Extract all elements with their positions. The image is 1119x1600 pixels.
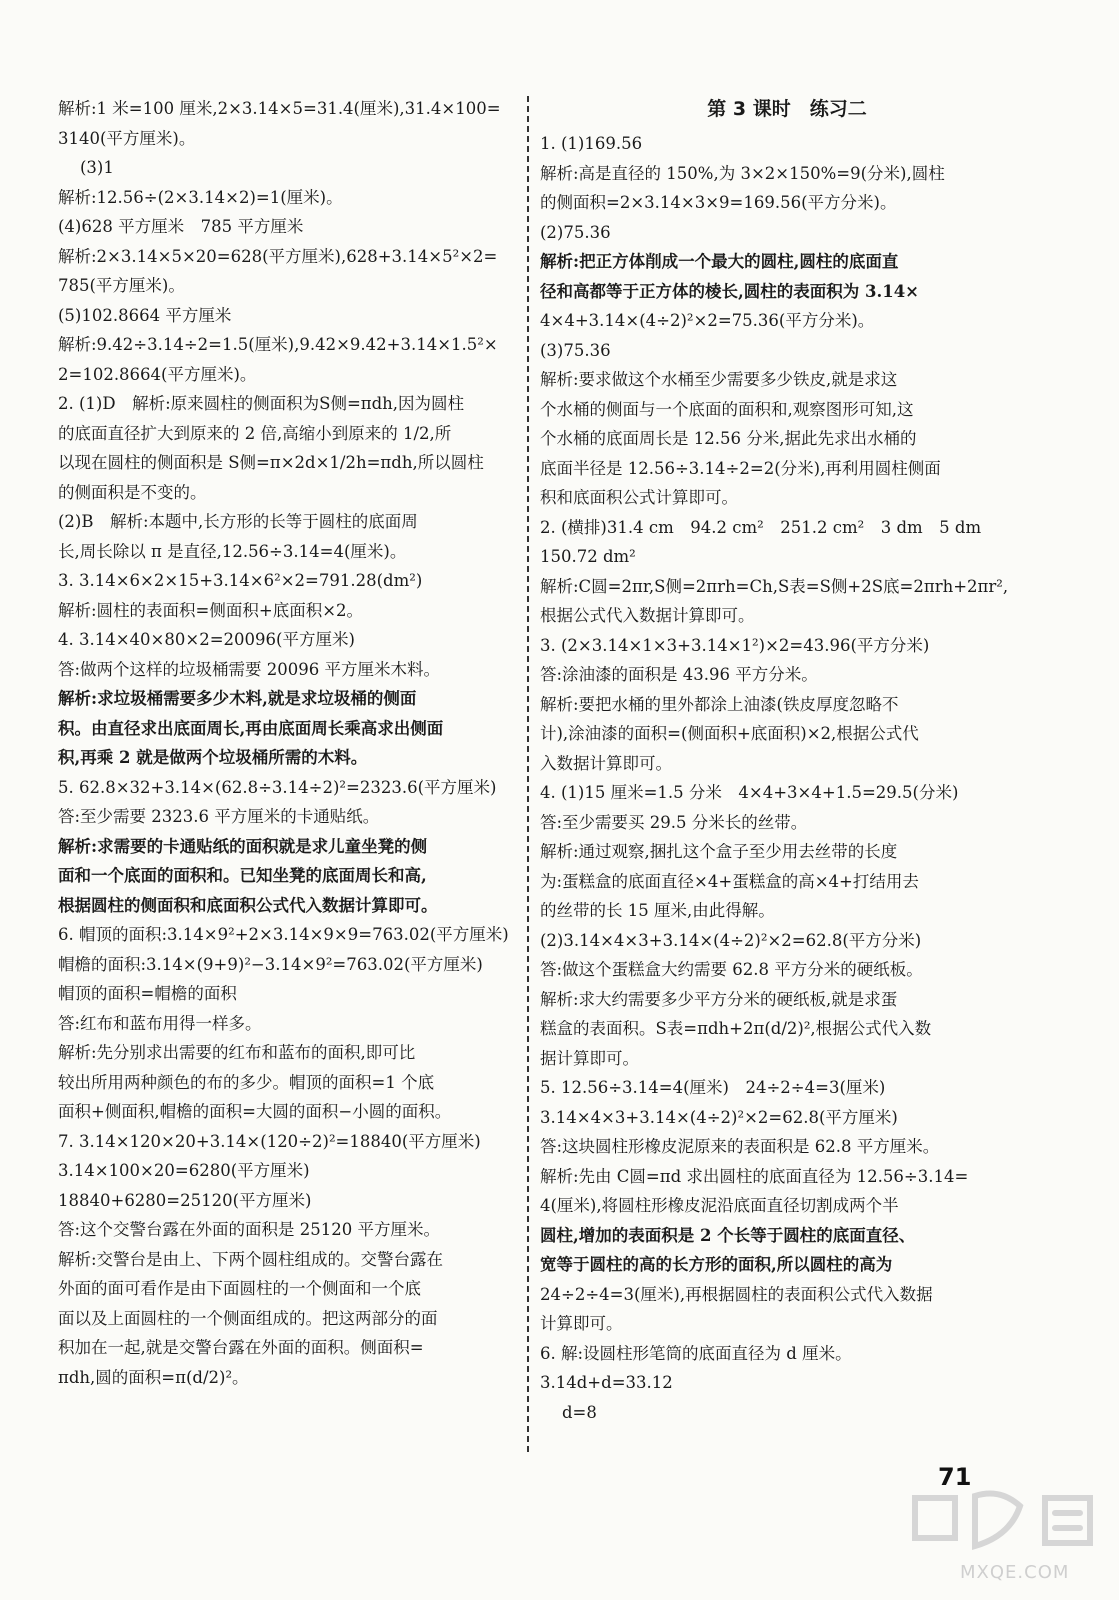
text-line: 3.14d+d=33.12: [540, 1373, 673, 1392]
text-line: 解析:1 米=100 厘米,2×3.14×5=31.4(厘米),31.4×100=: [58, 99, 501, 118]
text-line: 据计算即可。: [540, 1048, 639, 1068]
text-line: 较出所用两种颜色的布的多少。帽顶的面积=1 个底: [58, 1072, 435, 1092]
text-line: 根据公式代入数据计算即可。: [540, 606, 755, 625]
text-line: (3)1: [80, 158, 114, 177]
text-line: 的底面直径扩大到原来的 2 倍,高缩小到原来的 1/2,所: [58, 423, 452, 443]
text-line: 解析:2×3.14×5×20=628(平方厘米),628+3.14×5²×2=: [58, 246, 498, 266]
text-line: 解析:先由 C圆=πd 求出圆柱的底面直径为 12.56÷3.14=: [540, 1166, 969, 1186]
text-line: 解析:要求做这个水桶至少需要多少铁皮,就是求这: [540, 370, 898, 389]
text-line: 帽檐的面积:3.14×(9+9)²−3.14×9²=763.02(平方厘米): [58, 954, 483, 974]
text-line: 面以及上面圆柱的一个侧面组成的。把这两部分的面: [58, 1308, 438, 1328]
page-number: 71: [938, 1463, 972, 1491]
text-line: 6. 解:设圆柱形笔筒的底面直径为 d 厘米。: [540, 1343, 852, 1363]
text-line: 解析:C圆=2πr,S侧=2πrh=Ch,S表=S侧+2S底=2πrh+2πr²,: [540, 576, 1009, 596]
text-line: 1. (1)169.56: [540, 134, 643, 153]
text-line: 24÷2÷4=3(厘米),再根据圆柱的表面积公式代入数据: [540, 1284, 933, 1304]
text-line: 答:做两个这样的垃圾桶需要 20096 平方厘米木料。: [58, 659, 441, 679]
text-line: 4. (1)15 厘米=1.5 分米 4×4+3×4+1.5=29.5(分米): [540, 783, 959, 802]
text-line: 底面半径是 12.56÷3.14÷2=2(分米),再利用圆柱侧面: [540, 458, 941, 478]
text-line: 面和一个底面的面积和。已知坐凳的底面周长和高,: [58, 866, 427, 885]
text-line: 积和底面积公式计算即可。: [540, 488, 738, 507]
text-line: 答:这块圆柱形橡皮泥原来的表面积是 62.8 平方厘米。: [540, 1137, 940, 1156]
text-line: πdh,圆的面积=π(d/2)²。: [58, 1367, 249, 1387]
column-divider: [527, 96, 529, 1452]
text-line: (2)75.36: [540, 222, 611, 242]
text-line: 解析:9.42÷3.14÷2=1.5(厘米),9.42×9.42+3.14×1.5²×: [58, 335, 498, 354]
text-line: 3.14×4×3+3.14×(4÷2)²×2=62.8(平方厘米): [540, 1107, 898, 1127]
text-line: d=8: [562, 1402, 597, 1422]
text-line: 5. 12.56÷3.14=4(厘米) 24÷2÷4=3(厘米): [540, 1078, 886, 1097]
text-line: 外面的面可看作是由下面圆柱的一个侧面和一个底: [58, 1279, 421, 1298]
text-line: 根据圆柱的侧面积和底面积公式代入数据计算即可。: [58, 895, 438, 915]
text-line: (5)102.8664 平方厘米: [58, 305, 232, 325]
text-line: 解析:求垃圾桶需要多少木料,就是求垃圾桶的侧面: [58, 689, 417, 708]
text-line: (2)3.14×4×3+3.14×(4÷2)²×2=62.8(平方分米): [540, 930, 922, 950]
text-line: 4×4+3.14×(4÷2)²×2=75.36(平方分米)。: [540, 311, 875, 330]
text-line: 解析:高是直径的 150%,为 3×2×150%=9(分米),圆柱: [540, 163, 945, 183]
text-line: 解析:圆柱的表面积=侧面积+底面积×2。: [58, 600, 364, 620]
text-line: 解析:先分别求出需要的红布和蓝布的面积,即可比: [58, 1043, 416, 1062]
text-line: 个水桶的底面周长是 12.56 分米,据此先求出水桶的: [540, 429, 917, 448]
text-line: 答:至少需要买 29.5 分米长的丝带。: [540, 812, 808, 832]
text-line: 面积+侧面积,帽檐的面积=大圆的面积−小圆的面积。: [58, 1102, 452, 1121]
text-line: (3)75.36: [540, 340, 611, 360]
text-line: 圆柱,增加的表面积是 2 个长等于圆柱的底面直径、: [540, 1225, 916, 1245]
text-line: 的侧面积=2×3.14×3×9=169.56(平方分米)。: [540, 193, 897, 212]
text-line: 答:至少需要 2323.6 平方厘米的卡通贴纸。: [58, 807, 380, 826]
text-line: 长,周长除以 π 是直径,12.56÷3.14=4(厘米)。: [58, 541, 407, 561]
text-line: 2. (1)D 解析:原来圆柱的侧面积为S侧=πdh,因为圆柱: [58, 394, 465, 413]
text-line: 解析:通过观察,捆扎这个盒子至少用去丝带的长度: [540, 842, 898, 861]
lesson-title: 第 3 课时 练习二: [707, 98, 867, 120]
text-line: 解析:求需要的卡通贴纸的面积就是求儿童坐凳的侧: [58, 836, 428, 856]
text-line: 帽顶的面积=帽檐的面积: [58, 984, 237, 1003]
text-line: (4)628 平方厘米 785 平方厘米: [58, 217, 304, 236]
text-line: 个水桶的侧面与一个底面的面积和,观察图形可知,这: [540, 399, 914, 419]
watermark-text: MXQE.COM: [960, 1562, 1070, 1583]
text-line: 的丝带的长 15 厘米,由此得解。: [540, 901, 775, 920]
text-line: 4. 3.14×40×80×2=20096(平方厘米): [58, 630, 355, 649]
text-line: 150.72 dm²: [540, 547, 636, 566]
text-line: 6. 帽顶的面积:3.14×9²+2×3.14×9×9=763.02(平方厘米): [58, 925, 509, 944]
text-line: 解析:把正方体削成一个最大的圆柱,圆柱的底面直: [540, 252, 899, 271]
text-line: 解析:求大约需要多少平方分米的硬纸板,就是求蛋: [540, 989, 898, 1009]
text-line: 3.14×100×20=6280(平方厘米): [58, 1161, 310, 1180]
text-line: 的侧面积是不变的。: [58, 482, 207, 502]
text-line: 解析:交警台是由上、下两个圆柱组成的。交警台露在: [58, 1249, 444, 1269]
text-line: 计),涂油漆的面积=(侧面积+底面积)×2,根据公式代: [540, 724, 919, 743]
text-line: 2. (横排)31.4 cm 94.2 cm² 251.2 cm² 3 dm 5 dm: [540, 517, 982, 537]
text-line: 答:这个交警台露在外面的面积是 25120 平方厘米。: [58, 1220, 441, 1239]
text-line: 18840+6280=25120(平方厘米): [58, 1190, 312, 1210]
text-line: 积。由直径求出底面周长,再由底面周长乘高求出侧面: [58, 718, 444, 738]
text-line: 2=102.8664(平方厘米)。: [58, 364, 257, 384]
text-line: 答:做这个蛋糕盒大约需要 62.8 平方分米的硬纸板。: [540, 960, 923, 979]
text-line: 为:蛋糕盒的底面直径×4+蛋糕盒的高×4+打结用去: [540, 871, 919, 891]
text-line: 糕盒的表面积。S表=πdh+2π(d/2)²,根据公式代入数: [540, 1019, 932, 1038]
text-line: 7. 3.14×120×20+3.14×(120÷2)²=18840(平方厘米): [58, 1131, 481, 1151]
text-line: 3. 3.14×6×2×15+3.14×6²×2=791.28(dm²): [58, 571, 423, 590]
text-line: 4(厘米),将圆柱形橡皮泥沿底面直径切割成两个半: [540, 1196, 899, 1215]
text-line: 解析:12.56÷(2×3.14×2)=1(厘米)。: [58, 187, 343, 207]
text-line: (2)B 解析:本题中,长方形的长等于圆柱的底面周: [58, 512, 418, 531]
text-line: 答:红布和蓝布用得一样多。: [58, 1013, 262, 1033]
text-line: 以现在圆柱的侧面积是 S侧=π×2d×1/2h=πdh,所以圆柱: [58, 453, 484, 472]
text-line: 宽等于圆柱的高的长方形的面积,所以圆柱的高为: [540, 1255, 893, 1274]
text-line: 3. (2×3.14×1×3+3.14×1²)×2=43.96(平方分米): [540, 635, 930, 655]
left-column: [58, 94, 522, 1392]
text-line: 解析:要把水桶的里外都涂上油漆(铁皮厚度忽略不: [540, 694, 899, 714]
text-line: 5. 62.8×32+3.14×(62.8÷3.14÷2)²=2323.6(平方厘米): [58, 777, 497, 797]
text-line: 答:涂油漆的面积是 43.96 平方分米。: [540, 665, 818, 684]
right-column: [540, 94, 1009, 1427]
text-line: 3140(平方厘米)。: [58, 128, 196, 148]
text-line: 785(平方厘米)。: [58, 276, 185, 295]
text-line: 积,再乘 2 就是做两个垃圾桶所需的木料。: [58, 748, 368, 767]
text-line: 积加在一起,就是交警台露在外面的面积。侧面积=: [58, 1338, 424, 1357]
text-line: 计算即可。: [540, 1314, 623, 1333]
text-line: 径和高都等于正方体的棱长,圆柱的表面积为 3.14×: [540, 281, 920, 301]
text-line: 入数据计算即可。: [540, 753, 672, 773]
